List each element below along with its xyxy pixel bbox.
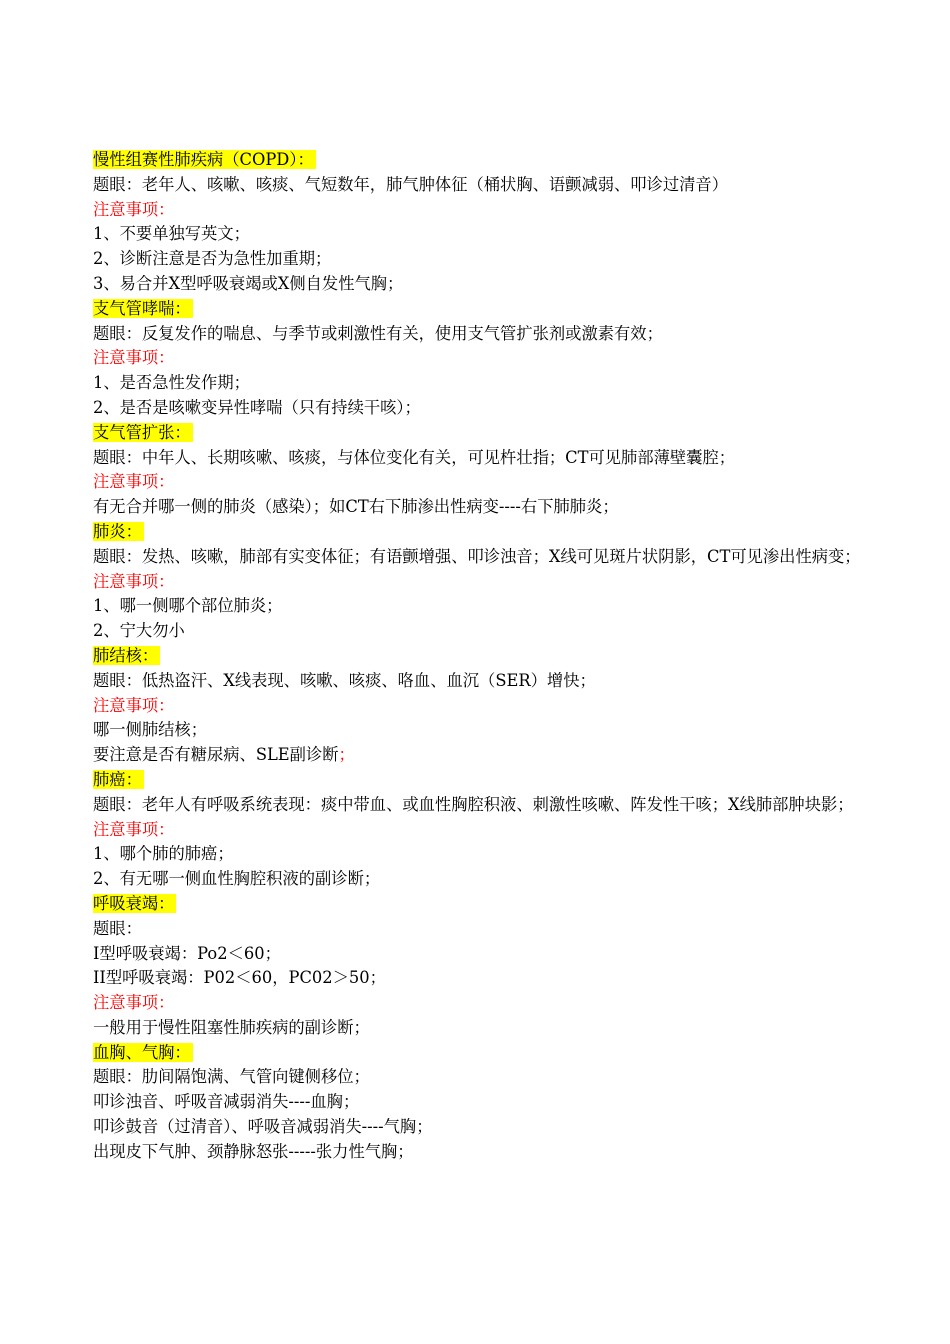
copd-key-points: 题眼：老年人、咳嗽、咳痰、气短数年，肺气肿体征（桶状胸、语颤减弱、叩诊过清音） [93,174,728,194]
cancer-section-title [93,768,873,793]
copd-note-1: 1、不要单独写英文； [93,224,250,244]
asthma-note-1: 1、是否急性发作期； [93,373,250,393]
resp-failure-note-label: 注意事项： [93,993,175,1013]
cancer-note-label: 注意事项： [93,819,175,839]
cancer-title-text: 肺癌： [93,769,142,789]
copd-note-label: 注意事项： [93,199,175,219]
pneumothorax-line-1: 叩诊浊音、呼吸音减弱消失----血胸； [93,1092,360,1112]
resp-failure-section-title [93,892,873,917]
cancer-note-2: 2、有无哪一侧血性胸腔积液的副诊断； [93,869,381,889]
bronchiectasis-section-title [93,421,873,446]
copd-section-title [93,148,873,173]
asthma-key-points: 题眼：反复发作的喘息、与季节或刺激性有关，使用支气管扩张剂或激素有效； [93,323,663,343]
pneumonia-section-title [93,520,873,545]
resp-failure-title-text: 呼吸衰竭： [93,893,175,913]
pneumothorax-title-text: 血胸、气胸： [93,1042,191,1062]
bronchiectasis-key-points: 题眼：中年人、长期咳嗽、咳痰，与体位变化有关，可见杵壮指；CT可见肺部薄壁囊腔； [93,447,736,467]
pneumonia-note-1: 1、哪一侧哪个部位肺炎； [93,596,283,616]
copd-note-3: 3、易合并Ⅹ型呼吸衰竭或Ⅹ侧自发性气胸； [93,273,404,293]
bronchiectasis-note-label: 注意事项： [93,472,175,492]
cancer-note-1: 1、哪个肺的肺癌； [93,844,234,864]
tb-note-2-end: ； [338,745,355,765]
tb-title-text: 肺结核： [93,645,159,665]
pneumothorax-line-2: 叩诊鼓音（过清音）、呼吸音减弱消失----气胸； [93,1117,433,1137]
asthma-section-title [93,297,873,322]
tb-section-title [93,644,873,669]
resp-failure-note-1: 一般用于慢性阻塞性肺疾病的副诊断； [93,1017,370,1037]
asthma-note-2: 2、是否是咳嗽变异性哮喘（只有持续干咳）； [93,397,421,417]
bronchiectasis-title-text: 支气管扩张： [93,422,191,442]
bronchiectasis-note-1: 有无合并哪一侧的肺炎（感染）；如CT右下肺渗出性病变----右下肺肺炎； [93,497,619,517]
tb-key-points: 题眼：低热盗汗、X线表现、咳嗽、咳痰、咯血、血沉（SER）增快； [93,670,596,690]
copd-title-text: 慢性组赛性肺疾病（COPD）： [93,150,314,169]
pneumonia-key-points: 题眼：发热、咳嗽，肺部有实变体征；有语颤增强、叩诊浊音；X线可见斑片状阴影，CT可见渗出性病变； [93,546,861,566]
cancer-key-points: 题眼：老年人有呼吸系统表现：痰中带血、或血性胸腔积液、刺激性咳嗽、阵发性干咳；X线肺部肿块影； [93,794,854,814]
tb-note-2-text: 要注意是否有糖尿病、SLE副诊断 [93,745,339,765]
tb-note-label: 注意事项： [93,695,175,715]
pneumothorax-line-3: 出现皮下气肿、颈静脉怒张-----张力性气胸； [93,1141,414,1161]
pneumothorax-section-title [93,1041,873,1066]
pneumothorax-key-points: 题眼：肋间隔饱满、气管向键侧移位； [93,1067,370,1087]
asthma-title-text: 支气管哮喘： [93,298,191,318]
pneumonia-title-text: 肺炎： [93,521,142,541]
document-body [93,148,873,1165]
tb-note-1: 哪一侧肺结核； [93,720,207,740]
copd-note-2: 2、诊断注意是否为急性加重期； [93,249,332,269]
tb-note-2 [93,743,873,768]
resp-failure-type-2: II型呼吸衰竭：P02＜60，PC02＞50； [93,968,386,988]
resp-failure-type-1: I型呼吸衰竭：Po2＜60； [93,943,281,963]
pneumonia-note-2: 2、宁大勿小 [93,621,185,641]
pneumonia-note-label: 注意事项： [93,571,175,591]
asthma-note-label: 注意事项： [93,348,175,368]
resp-failure-key-points: 题眼： [93,918,142,938]
